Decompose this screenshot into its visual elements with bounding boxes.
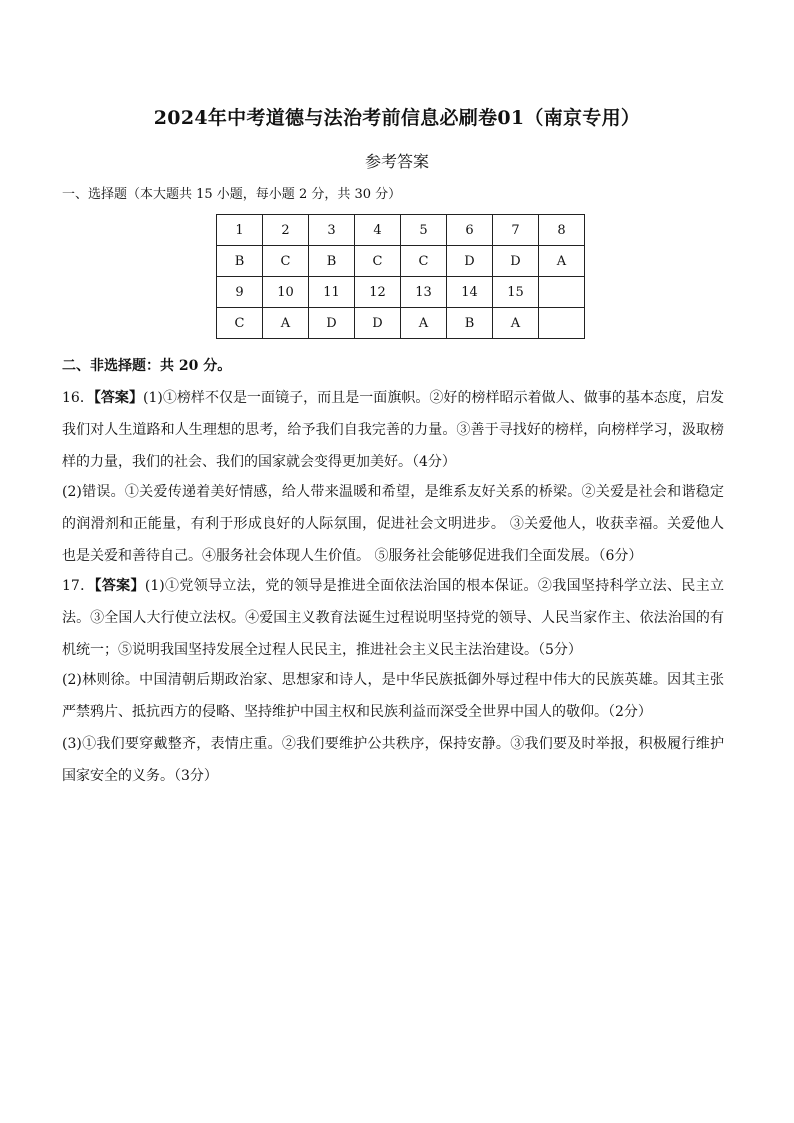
table-cell: C [355, 246, 401, 277]
table-cell: D [309, 308, 355, 339]
q17-part3: (3)①我们要穿戴整齐，表情庄重。②我们要维护公共秩序，保持安静。③我们要及时举报，积极履行维护国家安全的义务。（3分） [62, 736, 724, 784]
q17-answer-label: 【答案】 [94, 578, 145, 594]
table-cell: 6 [447, 215, 493, 246]
q17-part1 [62, 570, 724, 666]
page-subtitle: 参考答案 [364, 152, 429, 171]
table-row [217, 246, 585, 277]
table-cell [539, 308, 585, 339]
table-cell: C [217, 308, 263, 339]
table-cell: 7 [493, 215, 539, 246]
table-cell: C [401, 246, 447, 277]
table-cell: B [309, 246, 355, 277]
table-cell: 15 [493, 277, 539, 308]
table-cell: 8 [539, 215, 585, 246]
table-cell: A [401, 308, 447, 339]
q16-answer-label: 【答案】 [93, 390, 143, 406]
table-cell: 14 [447, 277, 493, 308]
table-cell: B [217, 246, 263, 277]
table-cell: 4 [355, 215, 401, 246]
q17-part1-text: (1)①党领导立法，党的领导是推进全面依法治国的根本保证。②我国坚持科学立法、民主立法。③全国人大行使立法权。④爱国主义教育法诞生过程说明坚持党的领导、人民当家作主、依法治国的有机统一；⑤说明我国坚持发展全过程人民民主，推进社会主义民主法治建设。（5分） [62, 578, 724, 658]
table-cell: 5 [401, 215, 447, 246]
q17-number: 17． [62, 578, 95, 594]
table-cell [539, 277, 585, 308]
table-row [217, 308, 585, 339]
q16-part2: (2)错误。①关爱传递着美好情感，给人带来温暖和希望，是维系友好关系的桥梁。②关爱是社会和谐稳定的润滑剂和正能量，有利于形成良好的人际氛围，促进社会文明进步。 ③关爱他人，收获幸福。关爱他人也是关爱和善待自己。④服务社会体现人生价值。 ⑤服务社会能够促进我们全面发展。（6分） [62, 484, 724, 564]
table-cell: 10 [263, 277, 309, 308]
table-cell: A [493, 308, 539, 339]
table-cell: A [263, 308, 309, 339]
section2-heading: 二、非选择题：共 20 分。 [62, 358, 232, 374]
q16-part1-text: (1)①榜样不仅是一面镜子，而且是一面旗帜。②好的榜样昭示着做人、做事的基本态度，启发我们对人生道路和人生理想的思考，给予我们自我完善的力量。③善于寻找好的榜样，向榜样学习，汲取榜样的力量，我们的社会、我们的国家就会变得更加美好。（4分） [62, 390, 724, 470]
table-row [217, 277, 585, 308]
table-cell: A [539, 246, 585, 277]
q17-part2: (2)林则徐。中国清朝后期政治家、思想家和诗人，是中华民族抵御外辱过程中伟大的民族英雄。因其主张严禁鸦片、抵抗西方的侵略、坚持维护中国主权和民族利益而深受全世界中国人的敬仰。（2分） [62, 672, 724, 720]
table-cell: 11 [309, 277, 355, 308]
table-cell: D [355, 308, 401, 339]
table-cell: 12 [355, 277, 401, 308]
table-cell: B [447, 308, 493, 339]
section1-heading: 一、选择题（本大题共 15 小题，每小题 2 分，共 30 分） [62, 187, 402, 202]
q16-part1 [62, 382, 724, 478]
table-cell: 2 [263, 215, 309, 246]
table-row [217, 215, 585, 246]
table-cell: C [263, 246, 309, 277]
table-cell: 1 [217, 215, 263, 246]
q16-number: 16． [62, 390, 94, 406]
table-cell: 3 [309, 215, 355, 246]
table-cell: D [447, 246, 493, 277]
table-cell: 13 [401, 277, 447, 308]
answer-table [216, 214, 585, 339]
page-title: 2024年中考道德与法治考前信息必刷卷01（南京专用） [153, 107, 641, 129]
table-cell: 9 [217, 277, 263, 308]
table-cell: D [493, 246, 539, 277]
